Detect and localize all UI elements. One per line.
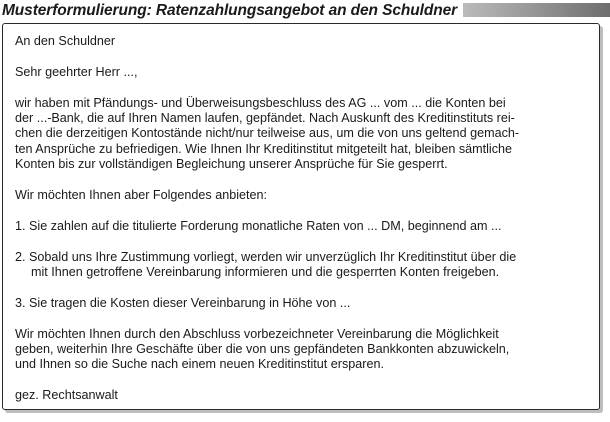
list-item-2-line-1: 2. Sobald uns Ihre Zustimmung vorliegt, werden wir unverzüglich Ihr Kreditinstitut über die — [15, 249, 517, 264]
list-item-2 — [15, 250, 595, 281]
intro-line: Konten bis zur vollständigen Begleichung unserer Ansprüche für Sie gesperrt. — [15, 157, 448, 172]
intro-line: ten Ansprüche zu befriedigen. Wie Ihnen Ihr Kreditinstitut mitgeteilt hat, bleiben sämtliche — [15, 141, 513, 156]
intro-line: chen die derzeitigen Kontostände nicht/nur teilweise aus, um die von uns geltend gemach- — [15, 126, 520, 141]
closing-paragraph — [15, 327, 595, 373]
intro-paragraph — [15, 96, 595, 173]
letter-box — [2, 23, 600, 410]
page-title: Musterformulierung: Ratenzahlungsangebot an den Schuldner — [2, 1, 463, 20]
header — [0, 0, 610, 22]
signature: gez. Rechtsanwalt — [15, 388, 118, 403]
closing-line: und Ihnen so die Suche nach einem neuen Kreditinstitut ersparen. — [15, 357, 384, 372]
list-item-3: 3. Sie tragen die Kosten dieser Vereinbarung in Höhe von ... — [15, 295, 351, 310]
letter-content — [15, 34, 595, 419]
intro-line: der ...-Bank, die auf Ihren Namen laufen, gepfändet. Nach Auskunft des Kreditinstituts rei- — [15, 111, 515, 125]
closing-line: geben, weiterhin Ihre Geschäfte über die von uns gepfändeten Bankkonten abzuwickeln, — [15, 342, 510, 357]
closing-line: Wir möchten Ihnen durch den Abschluss vorbezeichneter Vereinbarung die Möglichkeit — [15, 326, 499, 341]
recipient-line: An den Schuldner — [15, 34, 116, 48]
offer-intro: Wir möchten Ihnen aber Folgendes anbieten: — [15, 188, 268, 203]
salutation-line: Sehr geehrter Herr ..., — [15, 64, 138, 79]
list-item-1: 1. Sie zahlen auf die titulierte Forderung monatliche Raten von ... DM, beginnend am ... — [15, 218, 502, 233]
intro-line: wir haben mit Pfändungs- und Überweisungsbeschluss des AG ... vom ... die Konten bei — [15, 95, 506, 110]
list-item-2-line-2: mit Ihnen getroffene Vereinbarung informieren und die gesperrten Konten freigeben. — [31, 265, 500, 280]
